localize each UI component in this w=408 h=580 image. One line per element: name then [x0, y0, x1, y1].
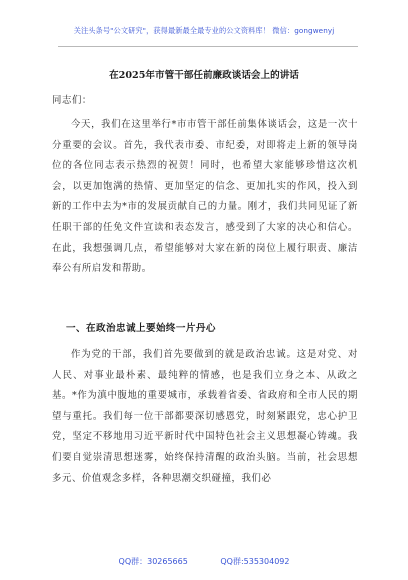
- header-divider: [58, 46, 358, 47]
- section-heading-1: 一、在政治忠诚上要始终一片丹心: [66, 323, 216, 334]
- header-banner: 关注头条号"公文研究"，获得最新最全最专业的公文资料库！ 微信：gongwenyj: [73, 26, 335, 35]
- paragraph-intro: 今天，我们在这里举行*市市管干部任前集体谈话会，这是一次十分重要的会议。首先，我代表市委、市纪委，对即将走上新的领导岗位的各位同志表示热烈的祝贺！同时，也希望大家能够珍惜这次机会，以更加饱满的热情、更加坚定的信念、更加扎实的作风，投入到新的工作中去为*市的发展贡献自己的力量。刚才，我们共同见证了新任职干部的任免文件宣读和表态发言，感受到了大家的决心和信心。在此，我想强调几点，希望能够对大家在新的岗位上履行职责、廉洁奉公有所启发和帮助。: [52, 119, 358, 275]
- paragraph-political-loyalty: 作为党的干部，我们首先要做到的就是政治忠诚。这是对党、对人民、对事业最朴素、最纯粹的情感，也是我们立身之本、从政之基。*作为滇中腹地的重要城市，承载着省委、省政府和全市人民的期望与重托。我们每一位干部都要深切感恩党，时刻紧跟党，忠心护卫党，坚定不移地用习近平新时代中国特色社会主义思想凝心铸魂。我们要自觉崇清思想迷雾，始终保持清醒的政治头脑。当前，社会思想多元、价值观念多样，各种思潮交织碰撞，我们必: [52, 349, 358, 484]
- footer-qq-group-1: QQ群：30265665: [118, 557, 188, 566]
- salutation: 同志们：: [52, 95, 92, 106]
- document-title: 在2025年市管干部任前廉政谈话会上的讲话: [109, 70, 299, 81]
- footer-qq-group-2: QQ群:535304092: [220, 557, 290, 566]
- footer-contact: [0, 556, 408, 567]
